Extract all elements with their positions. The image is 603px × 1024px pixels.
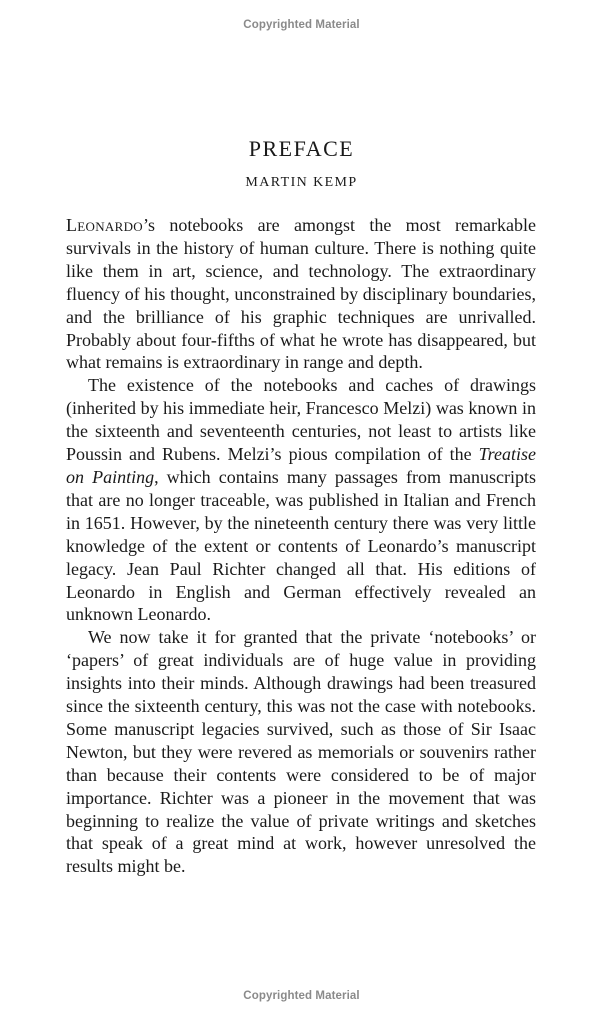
author-name: MARTIN KEMP <box>245 175 358 190</box>
paragraph-2 <box>66 374 536 626</box>
paragraph-1-text: ’s notebooks are amongst the most remarkable survivals in the history of human culture. There is nothing quite like them in art, science, and technology. The extraordinary fluency of his thought, unconstrained by disciplinary boundaries, and the brilliance of his graphic techniques are unrivalled. Probably about four-fifths of what he wrote has disappeared, but what remains is extraordinary in range and depth. <box>66 215 536 373</box>
page-title: PREFACE <box>248 136 355 161</box>
paragraph-1 <box>66 214 536 374</box>
preface-body <box>66 214 536 878</box>
paragraph-3: We now take it for granted that the private ‘notebooks’ or ‘papers’ of great individuals are of huge value in providing insights into their minds. Although drawings had been treasured since the sixteenth century, this was not the case with notebooks. Some manuscript legacies survived, such as those of Sir Isaac Newton, but they were revered as memorials or souvenirs rather than because their contents were considered to be of major importance. Richter was a pioneer in the movement that was beginning to realize the value of private writings and sketches that speak of a great mind at work, however unresolved the results might be. <box>66 627 536 877</box>
paragraph-2-before: The existence of the notebooks and caches of drawings (inherited by his immediate heir, Francesco Melzi) was known in the sixteenth and seventeenth centuries, not least to artists like Poussin and Rubens. Melzi’s pious compilation of the <box>66 375 536 465</box>
paragraph-1-lead: Leonardo <box>66 215 143 235</box>
copyright-watermark-bottom: Copyrighted Material <box>243 990 360 1002</box>
copyright-watermark-top: Copyrighted Material <box>243 19 360 31</box>
paragraph-2-after: , which contains many passages from manuscripts that are no longer traceable, was published in Italian and French in 1651. However, by the nineteenth century there was very little knowledge of the extent or contents of Leonardo’s manuscript legacy. Jean Paul Richter changed all that. His editions of Leonardo in English and German effectively revealed an unknown Leonardo. <box>66 466 537 625</box>
treatise-title: Treatise on Painting <box>66 444 536 487</box>
